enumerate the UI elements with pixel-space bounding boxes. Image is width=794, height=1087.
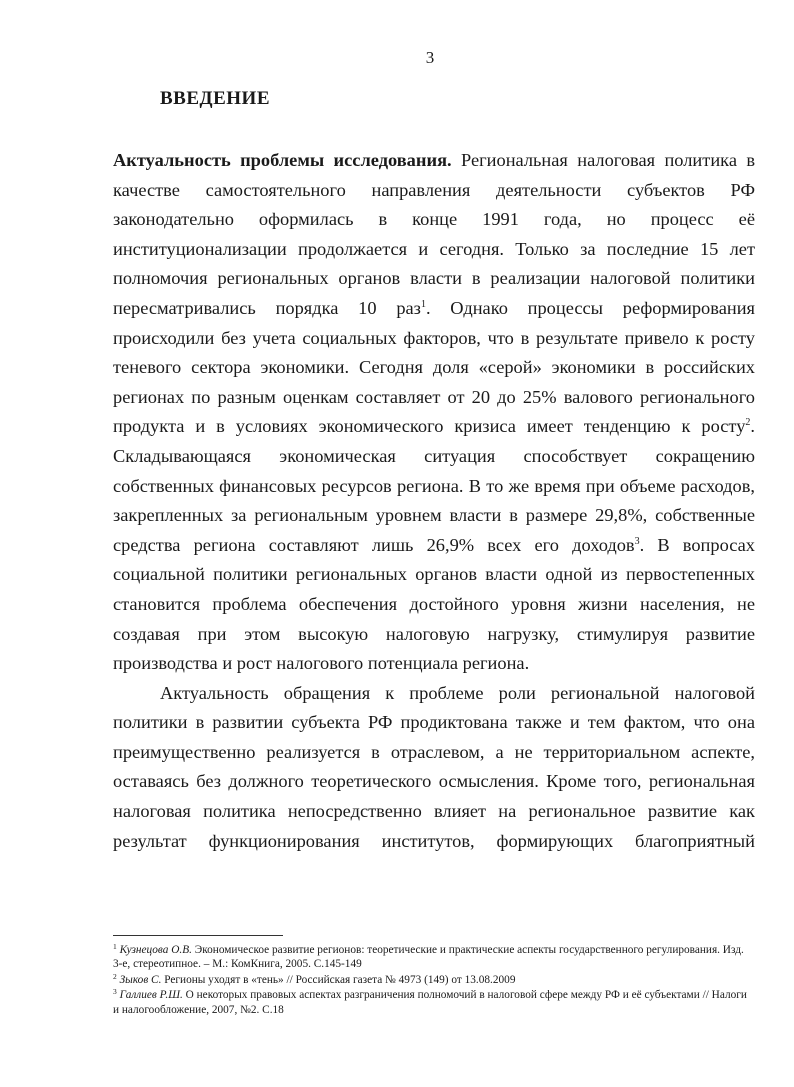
footnote-ref-1: 1 (420, 298, 426, 310)
paragraph-1-text-a: Региональная налоговая политика в качестве самостоятельного направления деятельности субъектов РФ законодательно оформилась в конце 1991 года, но процесс её институционализации продолжается и сегодня. Только за последние 15 лет полномочия региональных органов власти в реализации налоговой политики пересматривались порядка 10 раз (113, 150, 756, 318)
footnote-text: Регионы уходят в «тень» // Российская газета № 4973 (149) от 13.08.2009 (161, 973, 516, 986)
paragraph-2: Актуальность обращения к проблеме роли региональной налоговой политики в развитии субъекта РФ продиктована также и тем фактом, что она преимущественно реализуется в отраслевом, а не территориальном аспекте, оставаясь без должного теоретического осмысления. Кроме того, региональная налоговая политика непосредственно влияет на региональное развитие как результат функционирования институтов, формирующих благоприятный (113, 682, 755, 851)
footnote-ref-2: 2 (745, 417, 751, 429)
footnote-author: Галлиев Р.Ш. (119, 989, 183, 1002)
footnote-author: Кузнецова О.В. (119, 944, 192, 956)
paragraph-1 (113, 146, 755, 679)
main-text (113, 146, 755, 856)
footnote-text: О некоторых правовых аспектах разграничения полномочий в налоговой сфере между РФ и её субъектами // Налоги и налогообложение, 2007, №2. С.18 (113, 989, 747, 1016)
footnote (113, 943, 755, 972)
footnote-number: 2 (113, 971, 117, 981)
footnote-number: 3 (113, 987, 117, 997)
paragraph-1-text-d: . В вопросах социальной политики региональных органов власти одной из первостепенных становится проблема обеспечения достойного уровня жизни населения, не создавая при этом высокую налоговую нагрузку, стимулируя развитие производства и рост налогового потенциала региона. (113, 534, 755, 674)
paragraph-1-text-b: . Однако процессы реформирования происходили без учета социальных факторов, что в результате привело к росту теневого сектора экономики. Сегодня доля «серой» экономики в российских регионах по разным оценкам составляет от 20 до 25% валового регионального продукта и в условиях экономического кризиса имеет тенденцию к росту (113, 297, 755, 437)
footnote-number: 1 (113, 942, 117, 951)
footnote-author: Зыков С. (119, 973, 162, 986)
footnote (113, 973, 755, 987)
page-number: 3 (425, 48, 435, 67)
footnote-separator (113, 935, 283, 936)
footnote-ref-3: 3 (634, 535, 640, 547)
footnote-text: Экономическое развитие регионов: теоретические и практические аспекты государственного регулирования. Изд. 3-е, стереотипное. – М.: КомКнига, 2005. С.145-149 (113, 944, 744, 971)
section-heading: ВВЕДЕНИЕ (160, 88, 270, 109)
paragraph-lead: Актуальность проблемы исследования. (113, 150, 452, 170)
paragraph-1-text-c: . Складывающаяся экономическая ситуация способствует сокращению собственных финансовых ресурсов региона. В то же время при объеме расходов, закрепленных за региональным уровнем власти в размере 29,8%, собственные средства региона составляют лишь 26,9% всех его доходов (113, 416, 755, 555)
footnotes (113, 943, 755, 1018)
footnote (113, 988, 755, 1017)
